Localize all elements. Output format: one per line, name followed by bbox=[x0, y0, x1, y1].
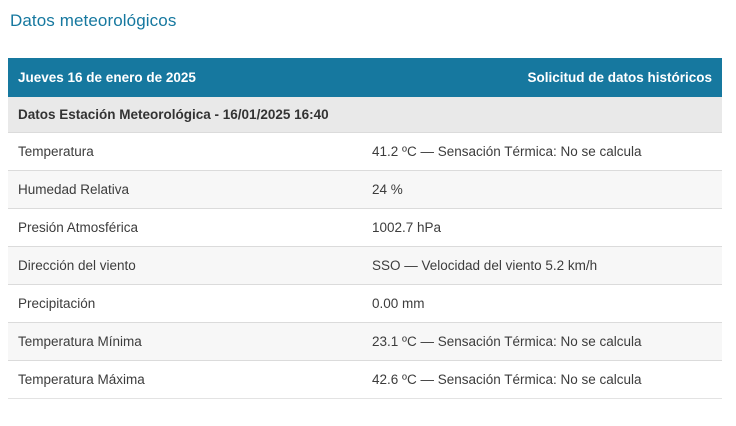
weather-table bbox=[8, 58, 722, 399]
table-row-temperatura bbox=[8, 133, 722, 171]
row-value: 41.2 ºC — Sensación Térmica: No se calcula bbox=[372, 144, 642, 159]
row-value: 42.6 ºC — Sensación Térmica: No se calcula bbox=[372, 372, 642, 387]
header-date: Jueves 16 de enero de 2025 bbox=[18, 70, 196, 85]
row-value: 1002.7 hPa bbox=[372, 220, 442, 235]
station-subheader: Datos Estación Meteorológica - 16/01/2025 16:40 bbox=[8, 97, 722, 133]
table-row-precipitacion bbox=[8, 285, 722, 323]
table-row-temp-minima bbox=[8, 323, 722, 361]
table-row-viento bbox=[8, 247, 722, 285]
row-label: Temperatura Máxima bbox=[18, 372, 145, 387]
row-value: 23.1 ºC — Sensación Térmica: No se calcula bbox=[372, 334, 642, 349]
historical-data-link[interactable]: Solicitud de datos históricos bbox=[527, 70, 712, 85]
table-row-temp-maxima bbox=[8, 361, 722, 399]
row-label: Presión Atmosférica bbox=[18, 220, 139, 235]
row-value: SSO — Velocidad del viento 5.2 km/h bbox=[372, 258, 598, 273]
table-row-humedad bbox=[8, 171, 722, 209]
row-label: Dirección del viento bbox=[18, 258, 136, 273]
table-header bbox=[8, 58, 722, 97]
row-label: Humedad Relativa bbox=[18, 182, 130, 197]
row-value: 0.00 mm bbox=[372, 296, 425, 311]
row-label: Temperatura bbox=[18, 144, 94, 159]
row-label: Precipitación bbox=[18, 296, 96, 311]
row-label: Temperatura Mínima bbox=[18, 334, 142, 349]
page-title: Datos meteorológicos bbox=[10, 11, 177, 30]
table-row-presion bbox=[8, 209, 722, 247]
row-value: 24 % bbox=[372, 182, 403, 197]
